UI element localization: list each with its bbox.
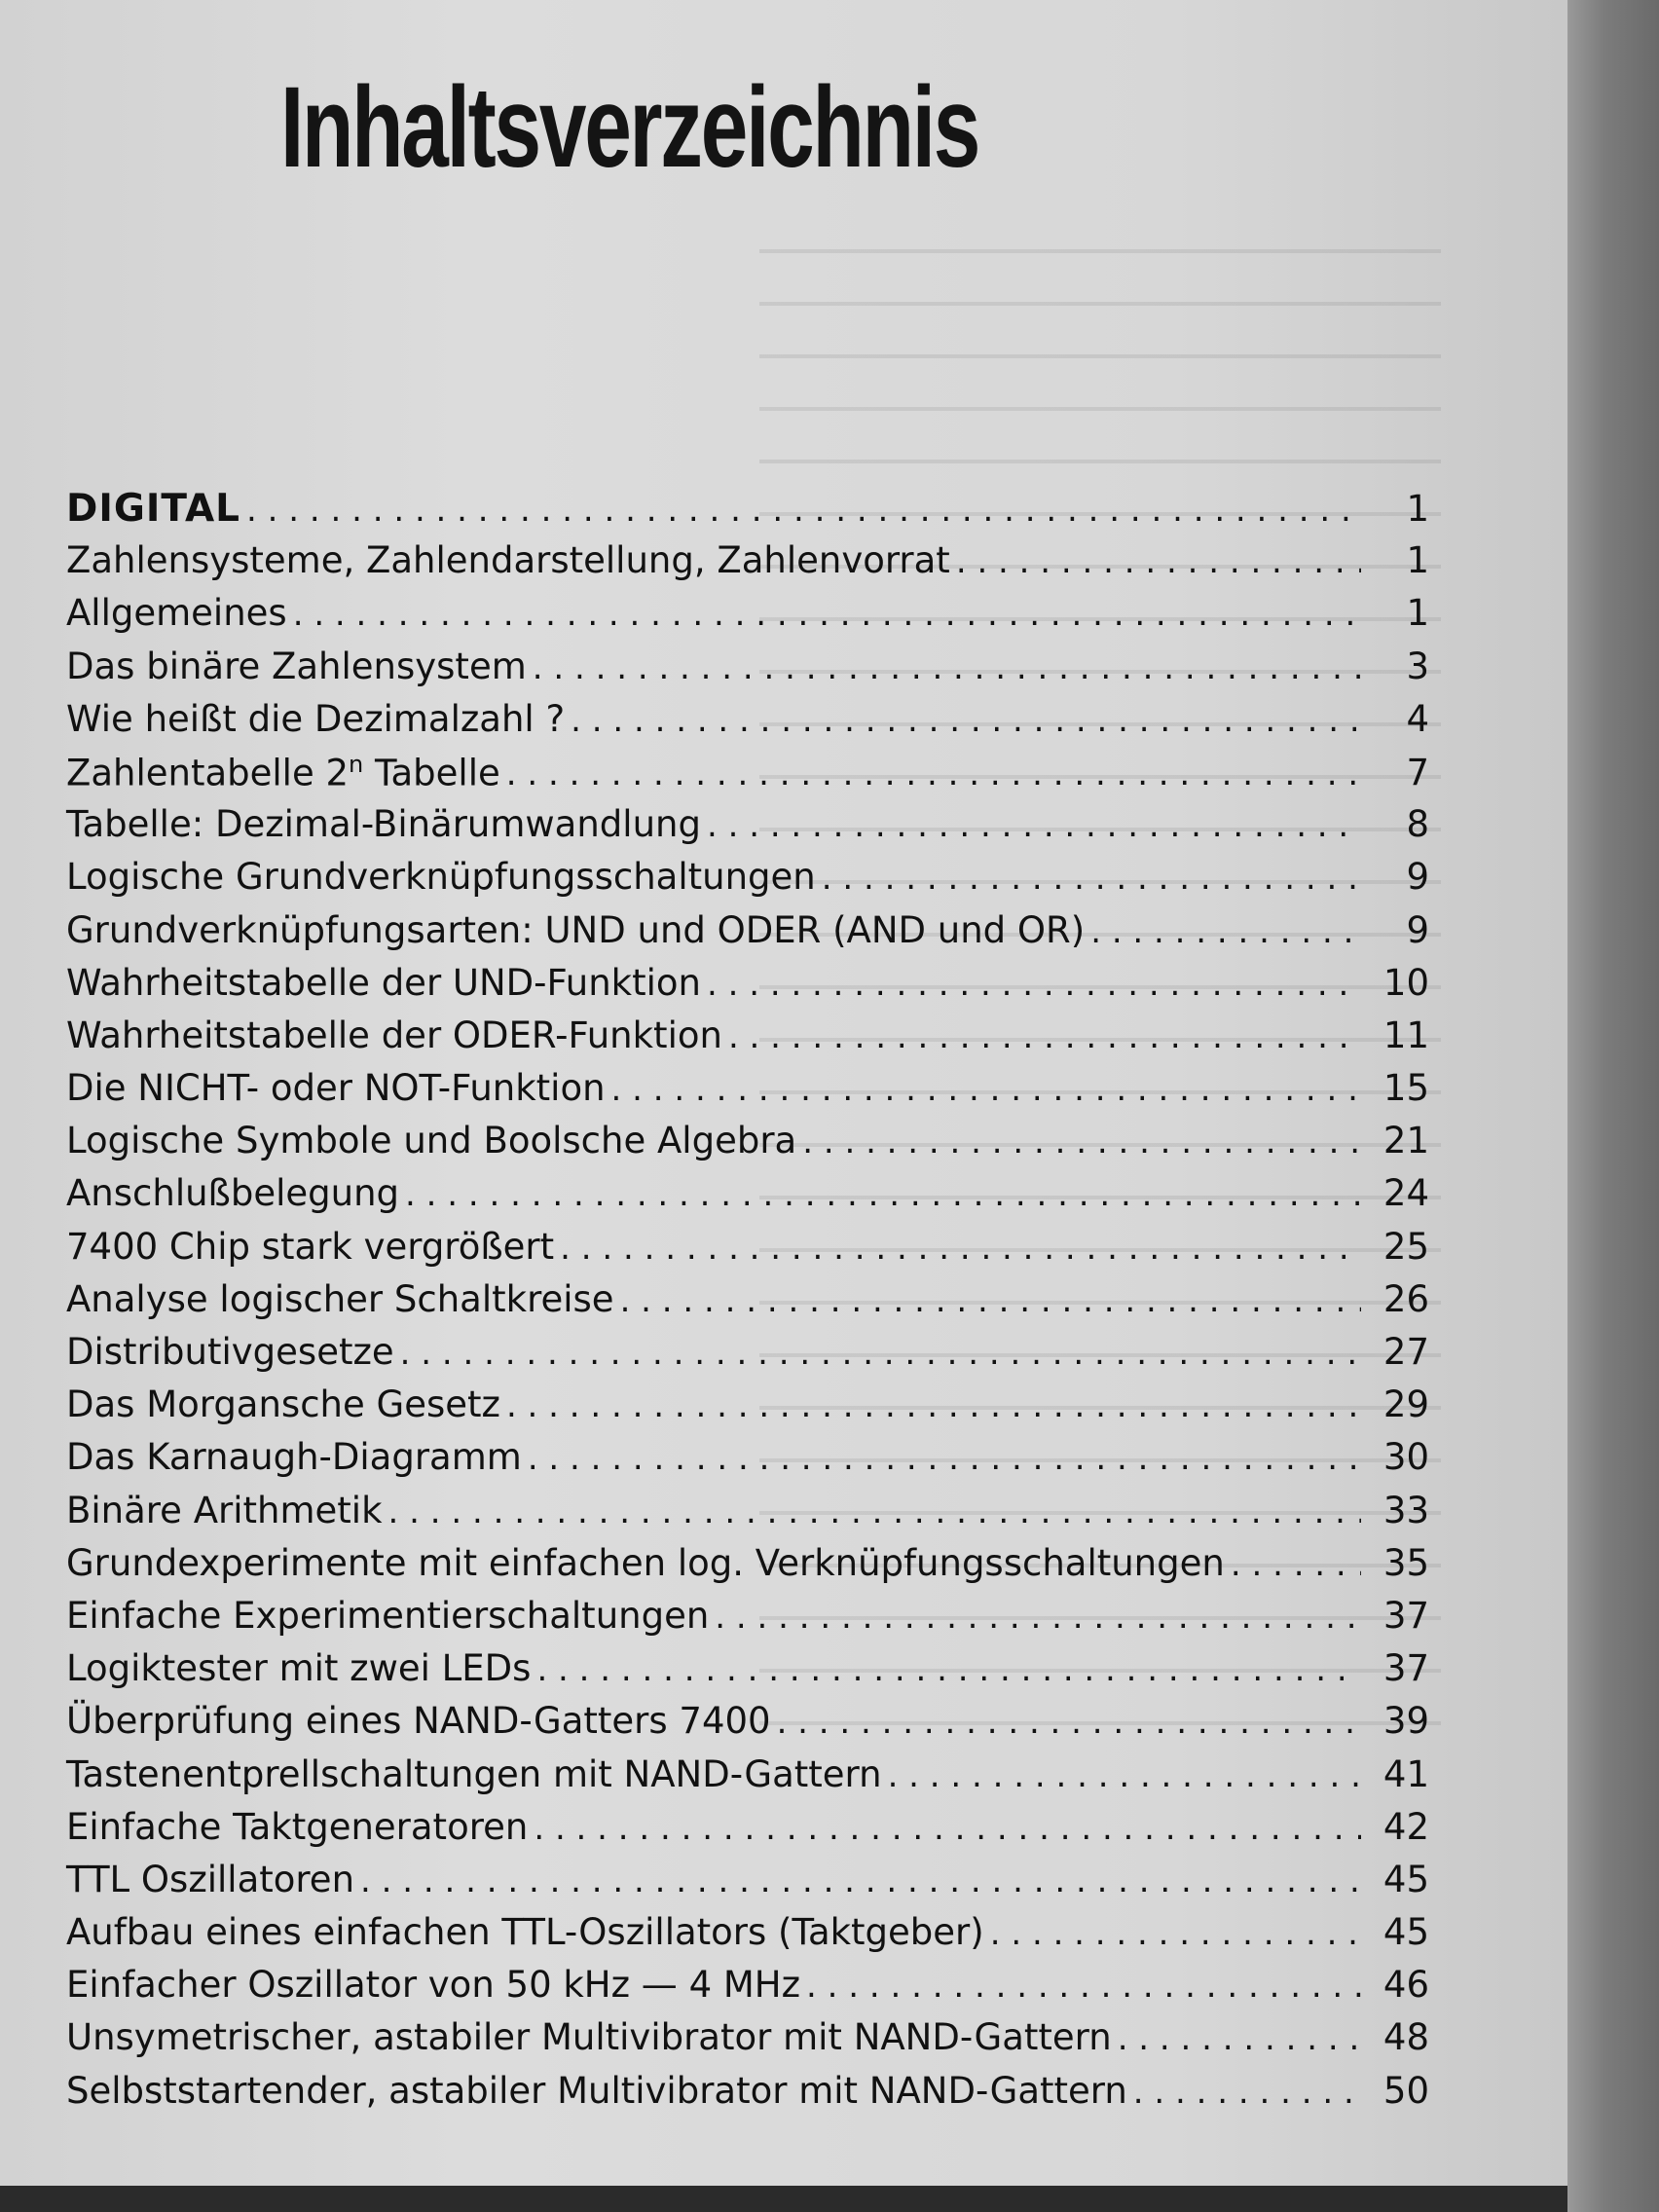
dot-leader — [956, 542, 1361, 581]
toc-entry — [66, 1120, 1429, 1172]
toc-page-number: 9 — [1406, 856, 1429, 899]
toc-entry-title: Unsymetrischer, astabiler Multivibrator mit NAND-Gattern — [66, 2016, 1112, 2059]
toc-page-number: 26 — [1382, 1277, 1429, 1320]
toc-entry-title: Allgemeines — [66, 592, 287, 635]
dot-leader — [536, 1650, 1361, 1689]
toc-page-number: 10 — [1382, 961, 1429, 1004]
toc-entry-title: Anschlußbelegung — [66, 1172, 400, 1215]
dot-leader — [822, 859, 1361, 898]
toc-entry — [66, 1964, 1429, 2016]
dot-leader — [528, 1439, 1361, 1478]
toc-entry — [66, 1383, 1429, 1436]
toc-entry — [66, 1647, 1429, 1700]
toc-entry — [66, 1542, 1429, 1595]
toc-page-number: 24 — [1382, 1172, 1429, 1215]
toc-entry-title: Logische Grundverknüpfungsschaltungen — [66, 856, 816, 899]
dot-leader — [707, 965, 1361, 1004]
toc-entry — [66, 645, 1429, 698]
toc-entry-title: Grundexperimente mit einfachen log. Verknüpfungsschaltungen — [66, 1541, 1225, 1584]
toc-entry — [66, 1859, 1429, 1911]
toc-entry — [66, 803, 1429, 856]
toc-entry — [66, 909, 1429, 962]
toc-entry — [66, 1806, 1429, 1859]
toc-entry — [66, 592, 1429, 645]
toc-entry — [66, 1331, 1429, 1383]
dot-leader — [888, 1756, 1361, 1795]
page-title: Inhaltsverzeichnis — [280, 63, 979, 192]
toc-page-number: 7 — [1406, 752, 1429, 794]
toc-entry-title: Tastenentprellschaltungen mit NAND-Gattern — [66, 1752, 882, 1795]
toc-page-number: 4 — [1406, 697, 1429, 740]
toc-entry-title: Die NICHT- oder NOT-Funktion — [66, 1067, 606, 1110]
toc-entry-title: Einfacher Oszillator von 50 kHz — 4 MHz — [66, 1964, 801, 2007]
dot-leader — [571, 701, 1361, 740]
toc-entry — [66, 962, 1429, 1014]
dot-leader — [506, 1386, 1361, 1425]
toc-page-number: 11 — [1382, 1014, 1429, 1056]
toc-entry — [66, 2070, 1429, 2122]
toc-entry-title: Wahrheitstabelle der UND-Funktion — [66, 961, 701, 1004]
toc-page-number: 33 — [1382, 1489, 1429, 1531]
dot-leader — [777, 1703, 1361, 1742]
toc-entry — [66, 1067, 1429, 1120]
toc-page-number: 30 — [1382, 1436, 1429, 1479]
toc-entry — [66, 1595, 1429, 1647]
toc-section-heading — [66, 487, 1429, 539]
toc-entry-title: Grundverknüpfungsarten: UND und ODER (AND und OR) — [66, 908, 1086, 951]
toc-entry-title: Das Karnaugh-Diagramm — [66, 1436, 522, 1479]
toc-entry — [66, 1490, 1429, 1542]
toc-entry — [66, 1172, 1429, 1225]
dot-leader — [620, 1281, 1361, 1320]
table-of-contents — [66, 487, 1429, 2122]
toc-entry-title: Analyse logischer Schaltkreise — [66, 1277, 614, 1320]
dot-leader — [707, 806, 1361, 845]
toc-entry-title: Wahrheitstabelle der ODER-Funktion — [66, 1014, 722, 1056]
toc-entry-title: Logische Symbole und Boolsche Algebra — [66, 1120, 797, 1162]
dot-leader — [560, 1229, 1361, 1268]
toc-entry-title: TTL Oszillatoren — [66, 1858, 355, 1900]
toc-entry-title: Logiktester mit zwei LEDs — [66, 1647, 532, 1690]
toc-entry-title: Überprüfung eines NAND-Gatters 7400 — [66, 1700, 771, 1743]
toc-page-number: 8 — [1406, 803, 1429, 846]
toc-page-number: 37 — [1382, 1647, 1429, 1690]
dot-leader — [293, 595, 1361, 634]
dot-leader — [1090, 912, 1361, 951]
dot-leader — [405, 1175, 1361, 1214]
toc-entry — [66, 1436, 1429, 1489]
toc-entry — [66, 751, 1429, 803]
toc-page-number: 3 — [1406, 645, 1429, 687]
dot-leader — [806, 1967, 1361, 2006]
dot-leader — [715, 1598, 1361, 1637]
toc-entry-title: Wie heißt die Dezimalzahl ? — [66, 697, 566, 740]
dot-leader — [1133, 2073, 1361, 2112]
toc-entry-title: 7400 Chip stark vergrößert — [66, 1225, 555, 1268]
toc-entry-title: Selbststartender, astabiler Multivibrator mit NAND-Gattern — [66, 2069, 1127, 2112]
dot-leader — [388, 1493, 1362, 1531]
dot-leader — [611, 1070, 1361, 1109]
toc-entry-title: Das Morgansche Gesetz — [66, 1383, 500, 1426]
toc-entry-title: Binäre Arithmetik — [66, 1489, 383, 1531]
toc-entry — [66, 539, 1429, 592]
toc-entry — [66, 1700, 1429, 1752]
toc-page-number: 1 — [1406, 488, 1429, 530]
toc-page-number: 35 — [1382, 1541, 1429, 1584]
dot-leader — [1118, 2019, 1361, 2058]
dot-leader — [728, 1017, 1361, 1056]
dot-leader — [400, 1334, 1361, 1373]
toc-page-number: 21 — [1382, 1120, 1429, 1162]
toc-entry — [66, 1911, 1429, 1964]
toc-entry-title: Einfache Taktgeneratoren — [66, 1805, 529, 1848]
toc-page-number: 9 — [1406, 908, 1429, 951]
dot-leader — [534, 1809, 1361, 1848]
toc-entry — [66, 2016, 1429, 2069]
toc-entry — [66, 1014, 1429, 1067]
toc-page-number: 45 — [1382, 1911, 1429, 1954]
toc-entry-title: Zahlensysteme, Zahlendarstellung, Zahlenvorrat — [66, 539, 950, 582]
toc-entry — [66, 1226, 1429, 1278]
toc-page-number: 25 — [1382, 1225, 1429, 1268]
toc-entry-title: Einfache Experimentierschaltungen — [66, 1594, 710, 1637]
toc-page-number: 1 — [1406, 539, 1429, 582]
dot-leader — [1231, 1545, 1361, 1584]
toc-page-number: 37 — [1382, 1594, 1429, 1637]
toc-entry — [66, 698, 1429, 751]
dot-leader — [802, 1123, 1361, 1161]
toc-page-number: 29 — [1382, 1383, 1429, 1426]
toc-entry-title: Das binäre Zahlensystem — [66, 645, 527, 687]
dot-leader — [246, 491, 1361, 530]
toc-page-number: 45 — [1382, 1858, 1429, 1900]
toc-entry — [66, 1278, 1429, 1331]
toc-entry-title: DIGITAL — [66, 487, 241, 531]
bottom-edge — [0, 2186, 1567, 2212]
toc-page-number: 41 — [1382, 1752, 1429, 1795]
toc-page-number: 42 — [1382, 1805, 1429, 1848]
dot-leader — [990, 1914, 1361, 1953]
toc-page-number: 1 — [1406, 592, 1429, 635]
toc-entry-title: Zahlentabelle 2$^n$ Tabelle — [66, 750, 500, 794]
toc-page-number: 50 — [1382, 2069, 1429, 2112]
toc-page-number: 39 — [1382, 1700, 1429, 1743]
toc-page-number: 27 — [1382, 1331, 1429, 1373]
dot-leader — [533, 648, 1361, 687]
toc-entry-title: Tabelle: Dezimal-Binärumwandlung — [66, 803, 701, 846]
dot-leader — [360, 1862, 1361, 1900]
toc-entry — [66, 856, 1429, 908]
toc-entry — [66, 1753, 1429, 1806]
toc-entry-title: Distributivgesetze — [66, 1331, 394, 1373]
dot-leader — [506, 755, 1361, 793]
toc-page-number: 15 — [1382, 1067, 1429, 1110]
toc-page-number: 48 — [1382, 2016, 1429, 2059]
page-edge-shadow — [1567, 0, 1659, 2212]
toc-entry-title: Aufbau eines einfachen TTL-Oszillators (Taktgeber) — [66, 1911, 984, 1954]
toc-page-number: 46 — [1382, 1964, 1429, 2007]
